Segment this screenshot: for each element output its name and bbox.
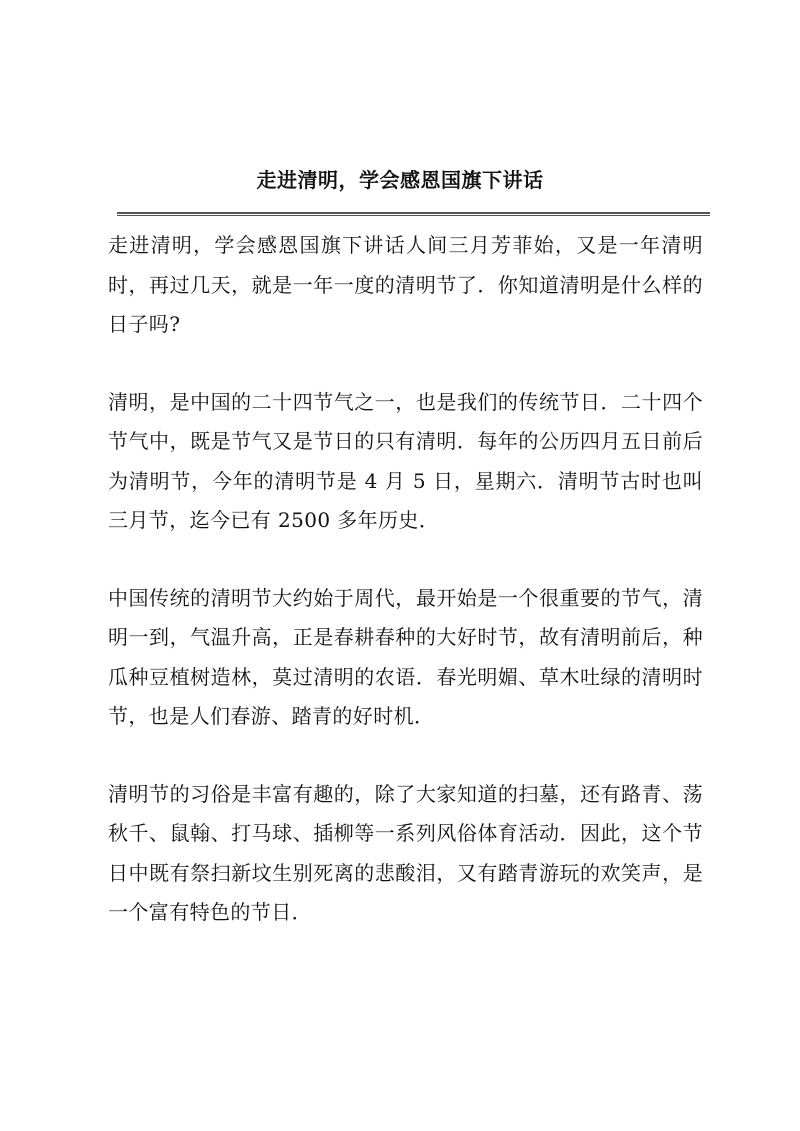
paragraph-3: 中国传统的清明节大约始于周代，最开始是一个很重要的节气，清明一到，气温升高，正是春耕春种的大好时节，故有清明前后，种瓜种豆植树造林，莫过清明的农语．春光明媚、草木吐绿的清明时节，也是人们春游、踏青的好时机． bbox=[108, 585, 703, 728]
paragraph-4: 清明节的习俗是丰富有趣的，除了大家知道的扫墓，还有路青、荡秋千、鼠翰、打马球、插柳等一系列风俗体育活动．因此，这个节日中既有祭扫新坟生别死离的悲酸泪，又有踏青游玩的欢笑声，是一个富有特色的节日． bbox=[108, 781, 703, 924]
document-title: 走进清明，学会感恩国旗下讲话 bbox=[256, 168, 544, 192]
paragraph-2: 清明，是中国的二十四节气之一，也是我们的传统节日．二十四个节气中，既是节气又是节日的只有清明．每年的公历四月五日前后为清明节，今年的清明节是 4 月 5 日，星期六．清明节古时也叫三月节，迄今已有 2500 多年历史． bbox=[108, 389, 703, 532]
title-divider bbox=[117, 212, 710, 216]
paragraph-1: 走进清明，学会感恩国旗下讲话人间三月芳菲始，又是一年清明时，再过几天，就是一年一度的清明节了．你知道清明是什么样的日子吗? bbox=[108, 233, 703, 336]
document-body bbox=[108, 226, 703, 971]
